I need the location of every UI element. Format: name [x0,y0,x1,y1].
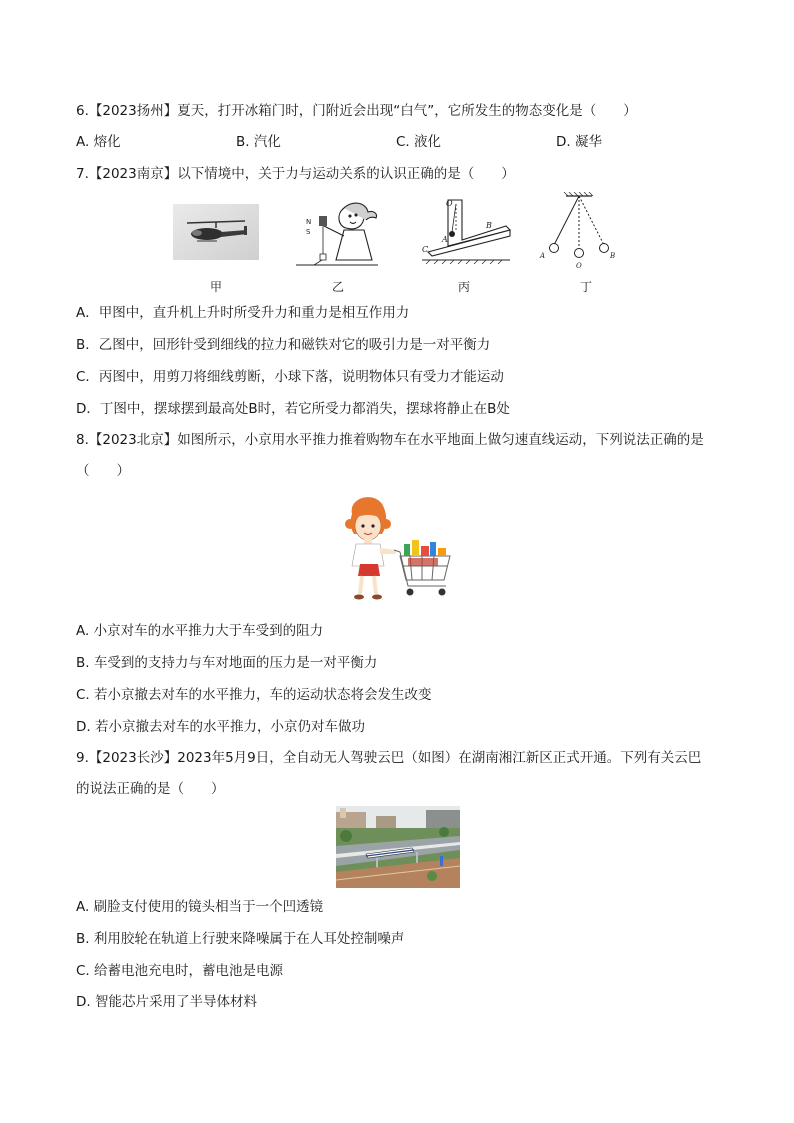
magnet-letter-s: S [306,228,311,236]
question-7-option-d: D．丁图中，摆球摆到最高处B时，若它所受力都消失，摆球将静止在B处 [76,401,510,417]
question-6-stem: 6.【2023扬州】夏天，打开冰箱门时，门附近会出现“白气”，它所发生的物态变化是（ ） [76,103,637,119]
question-9-option-b: B. 利用胶轮在轨道上行驶来降噪属于在人耳处控制噪声 [76,931,405,947]
helicopter-photo [173,204,259,260]
option-c: C. 液化 [396,134,442,150]
pendulum-figure [536,192,626,270]
pendulum-letter-a: A [540,252,546,260]
question-7-option-b: B．乙图中，回形针受到细线的拉力和磁铁对它的吸引力是一对平衡力 [76,337,491,353]
question-8-stem-line1: 8.【2023北京】如图所示，小京用水平推力推着购物车在水平地面上做匀速直线运动，下列说法正确的是 [76,432,704,448]
question-9-stem-line1: 9.【2023长沙】2023年5月9日，全自动无人驾驶云巴（如图）在湖南湘江新区正式开通。下列有关云巴 [76,750,702,766]
pendulum-letter-b: B [610,252,616,260]
question-9-option-a: A. 刷脸支付使用的镜头相当于一个凹透镜 [76,899,324,915]
figure-caption-bing: 丙 [457,280,470,294]
question-9-option-d: D. 智能芯片采用了半导体材料 [76,994,257,1010]
incline-letter-b: B [486,221,492,230]
incline-string-figure [418,194,516,268]
girl-magnet-figure [292,198,382,270]
incline-letter-c: C [422,245,429,254]
option-b: B. 汽化 [236,134,281,150]
question-8-option-c: C. 若小京撤去对车的水平推力，车的运动状态将会发生改变 [76,687,432,703]
girl-shopping-cart-figure [338,494,454,604]
figure-caption-jia: 甲 [209,280,222,294]
question-8-option-a: A. 小京对车的水平推力大于车受到的阻力 [76,623,324,639]
question-7-stem: 7.【2023南京】以下情境中，关于力与运动关系的认识正确的是（ ） [76,166,515,182]
option-d: D. 凝华 [556,134,602,150]
question-8-option-b: B. 车受到的支持力与车对地面的压力是一对平衡力 [76,655,378,671]
incline-letter-a: A [442,235,448,244]
question-8-option-d: D. 若小京撤去对车的水平推力，小京仍对车做功 [76,719,365,735]
cloud-rail-photo [336,806,460,888]
question-9-option-c: C. 给蓄电池充电时，蓄电池是电源 [76,963,284,979]
question-8-stem-line2: （ ） [76,463,130,479]
option-a: A. 熔化 [76,134,121,150]
pendulum-letter-o: O [576,262,582,270]
question-7-option-c: C．丙图中，用剪刀将细线剪断，小球下落，说明物体只有受力才能运动 [76,369,504,385]
figure-caption-yi: 乙 [331,280,344,294]
incline-letter-o: O [446,199,453,208]
question-6-options [76,133,716,151]
magnet-letter-n: N [306,218,312,226]
question-7-option-a: A．甲图中，直升机上升时所受升力和重力是相互作用力 [76,305,410,321]
figure-caption-ding: 丁 [579,280,592,294]
question-9-stem-line2: 的说法正确的是（ ） [76,781,225,797]
